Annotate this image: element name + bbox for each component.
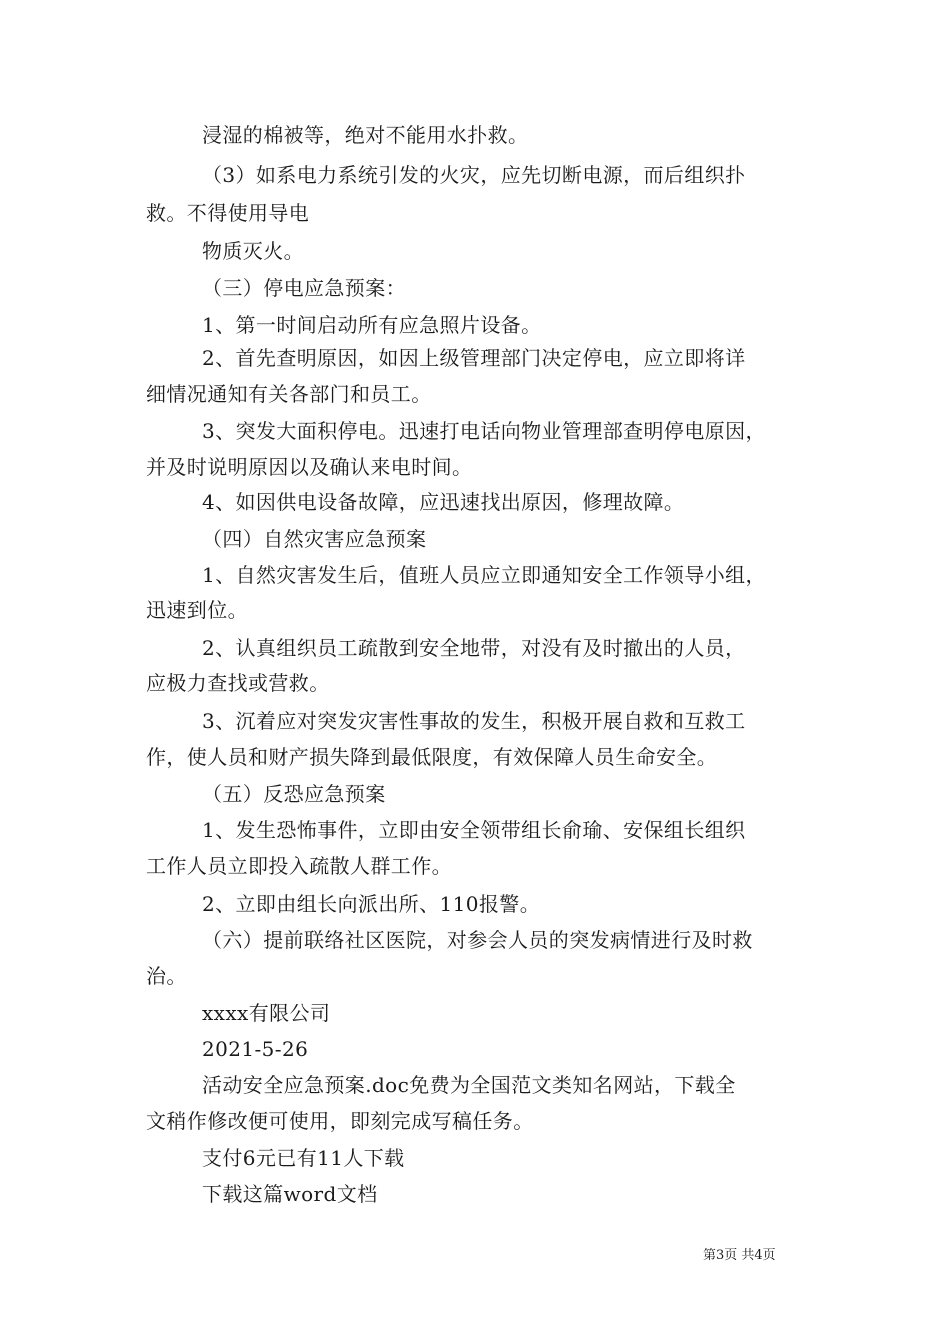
body-line: 2、认真组织员工疏散到安全地带，对没有及时撤出的人员，: [202, 636, 746, 660]
body-line: 细情况通知有关各部门和员工。: [146, 382, 432, 406]
body-line: 4、如因供电设备故障，应迅速找出原因，修理故障。: [202, 490, 685, 514]
body-line: 1、发生恐怖事件，立即由安全领带组长俞瑜、安保组长组织: [202, 818, 746, 842]
body-line: 治。: [146, 964, 187, 988]
body-line: 应极力查找或营救。: [146, 671, 330, 695]
body-line: 物质灭火。: [202, 239, 304, 263]
body-line: 迅速到位。: [146, 598, 248, 622]
body-line: 3、突发大面积停电。迅速打电话向物业管理部查明停电原因，: [202, 419, 766, 443]
document-date: 2021-5-26: [202, 1037, 309, 1061]
body-line: 工作人员立即投入疏散人群工作。: [146, 854, 452, 878]
section-heading: （三）停电应急预案：: [202, 276, 406, 300]
promo-line: 文稍作修改便可使用，即刻完成写稿任务。: [146, 1109, 534, 1133]
page-footer: 第3页 共4页: [703, 1248, 776, 1263]
body-line: 2、首先查明原因，如因上级管理部门决定停电，应立即将详: [202, 346, 746, 370]
body-line: 2、立即由组长向派出所、110报警。: [202, 892, 541, 916]
section-heading: （六）提前联络社区医院，对参会人员的突发病情进行及时救: [202, 928, 753, 952]
body-line: （3）如系电力系统引发的火灾，应先切断电源，而后组织扑: [202, 163, 746, 187]
promo-line: 活动安全应急预案.doc免费为全国范文类知名网站，下载全: [202, 1073, 736, 1097]
section-heading: （五）反恐应急预案: [202, 782, 386, 806]
body-line: 1、自然灾害发生后，值班人员应立即通知安全工作领导小组，: [202, 563, 766, 587]
company-name: xxxx有限公司: [202, 1001, 331, 1025]
body-line: 1、第一时间启动所有应急照片设备。: [202, 313, 542, 337]
body-line: 浸湿的棉被等，绝对不能用水扑救。: [202, 123, 529, 147]
body-line: 作，使人员和财产损失降到最低限度，有效保障人员生命安全。: [146, 745, 718, 769]
download-count: 支付6元已有11人下载: [202, 1146, 405, 1170]
body-line: 并及时说明原因以及确认来电时间。: [146, 455, 473, 479]
body-line: 3、沉着应对突发灾害性事故的发生，积极开展自救和互救工: [202, 709, 746, 733]
section-heading: （四）自然灾害应急预案: [202, 527, 427, 551]
download-link[interactable]: 下载这篇word文档: [202, 1182, 378, 1206]
body-line: 救。不得使用导电: [146, 201, 310, 225]
